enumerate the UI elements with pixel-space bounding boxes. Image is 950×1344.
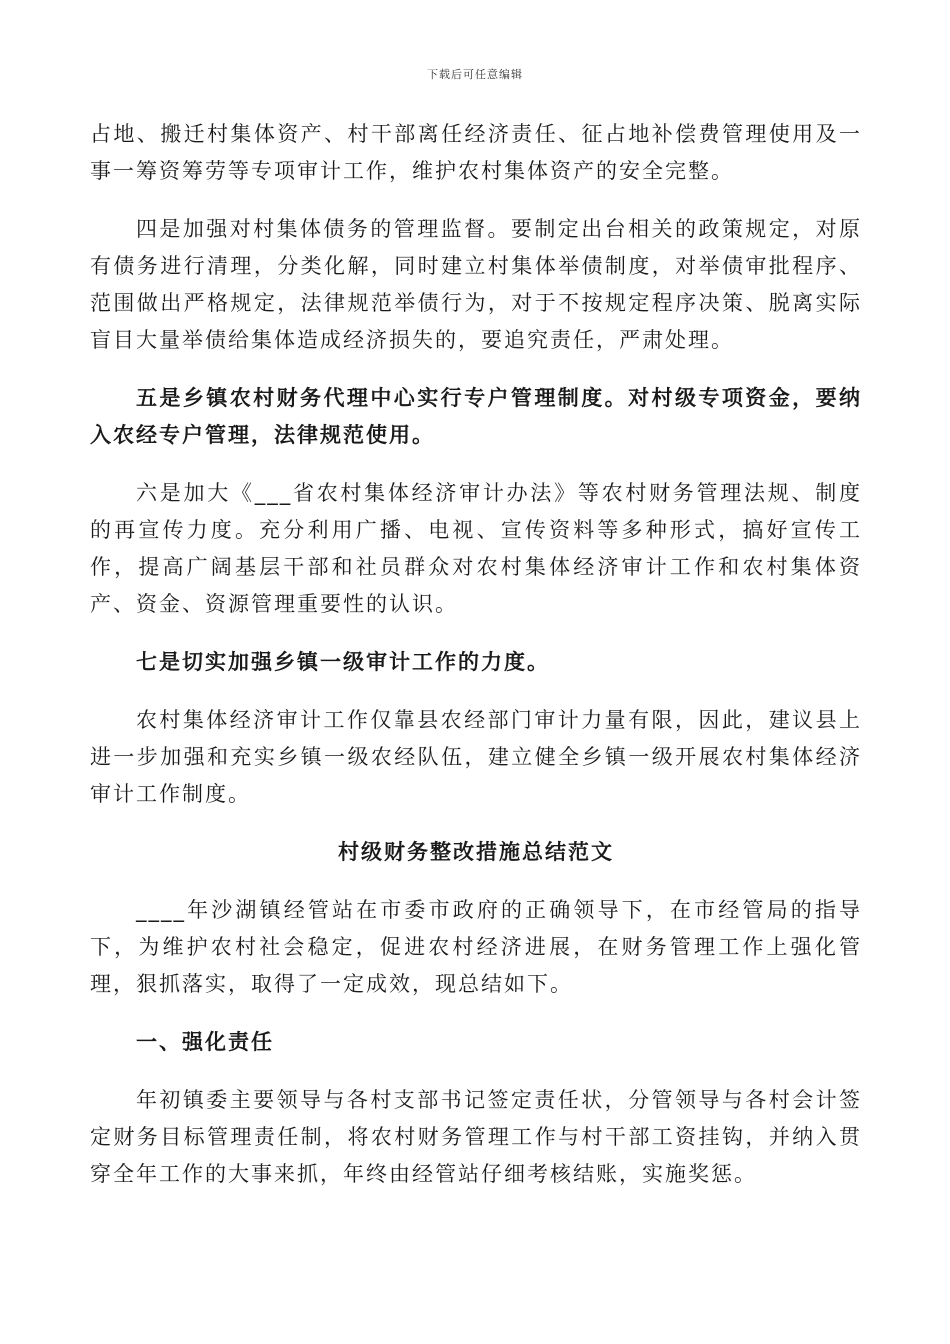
section-title: 村级财务整改措施总结范文 — [338, 840, 614, 864]
paragraph-audit-capacity: 农村集体经济审计工作仅靠县农经部门审计力量有限，因此，建议县上进一步加强和充实乡镇一级农经队伍，建立健全乡镇一级开展农村集体经济审计工作制度。 — [90, 708, 862, 806]
page-header: 下载后可任意编辑 — [427, 68, 523, 81]
paragraph-debt-supervision: 四是加强对村集体债务的管理监督。要制定出台相关的政策规定，对原有债务进行清理，分类化解，同时建立村集体举债制度，对举债审批程序、范围做出严格规定，法律规范举债行为，对于不按规定程序决策、脱离实际盲目大量举债给集体造成经济损失的，要追究责任，严肃处理。 — [90, 217, 862, 352]
paragraph-summary-intro: ____年沙湖镇经管站在市委市政府的正确领导下，在市经管局的指导下，为维护农村社会稳定，促进农村经济进展，在财务管理工作上强化管理，狠抓落实，取得了一定成效，现总结如下。 — [90, 898, 862, 996]
paragraph-audit-continuation: 占地、搬迁村集体资产、村干部离任经济责任、征占地补偿费管理使用及一事一筹资筹劳等专项审计工作，维护农村集体资产的安全完整。 — [90, 122, 862, 183]
paragraph-special-account: 五是乡镇农村财务代理中心实行专户管理制度。对村级专项资金，要纳入农经专户管理，法律规范使用。 — [90, 386, 862, 447]
document-body — [90, 116, 862, 1214]
paragraph-township-audit: 七是切实加强乡镇一级审计工作的力度。 — [136, 650, 550, 674]
paragraph-responsibility-detail: 年初镇委主要领导与各村支部书记签定责任状，分管领导与各村会计签定财务目标管理责任制，将农村财务管理工作与村干部工资挂钩，并纳入贯穿全年工作的大事来抓，年终由经管站仔细考核结账，实施奖惩。 — [90, 1088, 862, 1186]
heading-strengthen-responsibility: 一、强化责任 — [136, 1030, 274, 1054]
paragraph-publicity: 六是加大《___省农村集体经济审计办法》等农村财务管理法规、制度的再宣传力度。充分利用广播、电视、宣传资料等多种形式，搞好宣传工作，提高广阔基层干部和社员群众对农村集体经济审计工作和农村集体资产、资金、资源管理重要性的认识。 — [90, 481, 862, 616]
